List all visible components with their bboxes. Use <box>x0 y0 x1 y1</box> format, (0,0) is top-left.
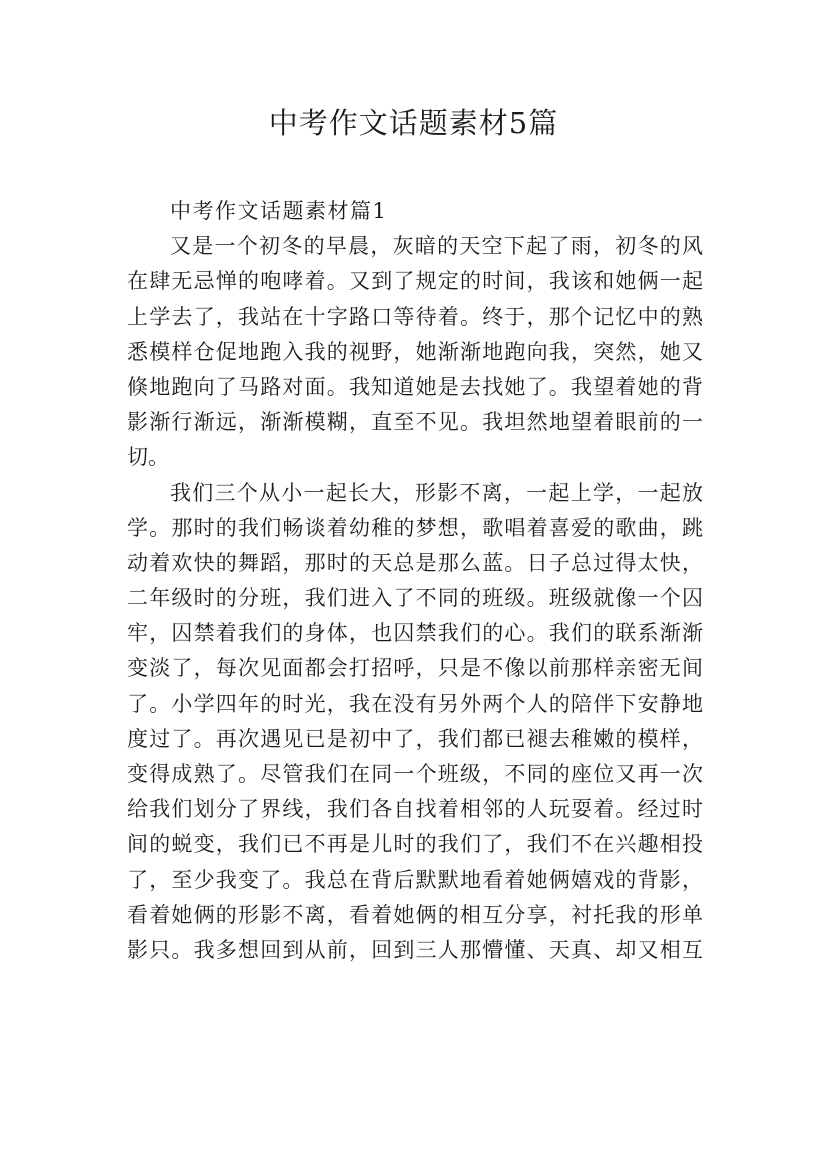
paragraph-line: 了，至少我变了。我总在背后默默地看着她俩嬉戏的背影， <box>127 867 703 892</box>
paragraph-line: 变得成熟了。尽管我们在同一个班级，不同的座位又再一次 <box>127 762 703 786</box>
paragraph-line: 牢，囚禁着我们的身体，也囚禁我们的心。我们的联系渐渐 <box>127 621 703 646</box>
paragraph-line: 了。小学四年的时光，我在没有另外两个人的陪伴下安静地 <box>127 691 703 716</box>
paragraph-line: 给我们划分了界线，我们各自找着相邻的人玩耍着。经过时 <box>127 797 703 822</box>
paragraph-line: 二年级时的分班，我们进入了不同的班级。班级就像一个囚 <box>127 586 703 611</box>
paragraph-2 <box>127 476 703 969</box>
paragraph-line: 悉模样仓促地跑入我的视野，她渐渐地跑向我，突然，她又 <box>127 339 703 364</box>
paragraph-line: 看着她俩的形影不离，看着她俩的相互分享，衬托我的形单 <box>127 902 703 927</box>
paragraph-line: 动着欢快的舞蹈，那时的天总是那么蓝。日子总过得太快， <box>127 550 703 575</box>
paragraph-line: 变淡了，每次见面都会打招呼，只是不像以前那样亲密无间 <box>127 656 703 681</box>
paragraph-line: 我们三个从小一起长大，形影不离，一起上学，一起放 <box>170 480 703 505</box>
paragraph-1 <box>127 229 703 475</box>
paragraph-line: 影只。我多想回到从前，回到三人那懵懂、天真、却又相互 <box>127 937 703 962</box>
paragraph-line: 学。那时的我们畅谈着幼稚的梦想，歌唱着喜爱的歌曲，跳 <box>127 515 703 540</box>
paragraph-line: 切。 <box>127 445 169 470</box>
paragraph-line: 倏地跑向了马路对面。我知道她是去找她了。我望着她的背 <box>127 374 703 399</box>
section-heading: 中考作文话题素材篇1 <box>170 199 388 223</box>
article-body <box>127 194 703 968</box>
paragraph-line: 又是一个初冬的早晨，灰暗的天空下起了雨，初冬的风 <box>170 234 703 259</box>
paragraph-line: 影渐行渐远，渐渐模糊，直至不见。我坦然地望着眼前的一 <box>127 410 703 435</box>
paragraph-line: 度过了。再次遇见已是初中了，我们都已褪去稚嫩的模样， <box>127 726 703 751</box>
paragraph-line: 间的蜕变，我们已不再是儿时的我们了，我们不在兴趣相投 <box>127 832 703 857</box>
paragraph-line: 上学去了，我站在十字路口等待着。终于，那个记忆中的熟 <box>127 304 703 329</box>
paragraph-line: 在肆无忌惮的咆哮着。又到了规定的时间，我该和她俩一起 <box>127 269 703 294</box>
document-title: 中考作文话题素材5篇 <box>268 106 559 140</box>
